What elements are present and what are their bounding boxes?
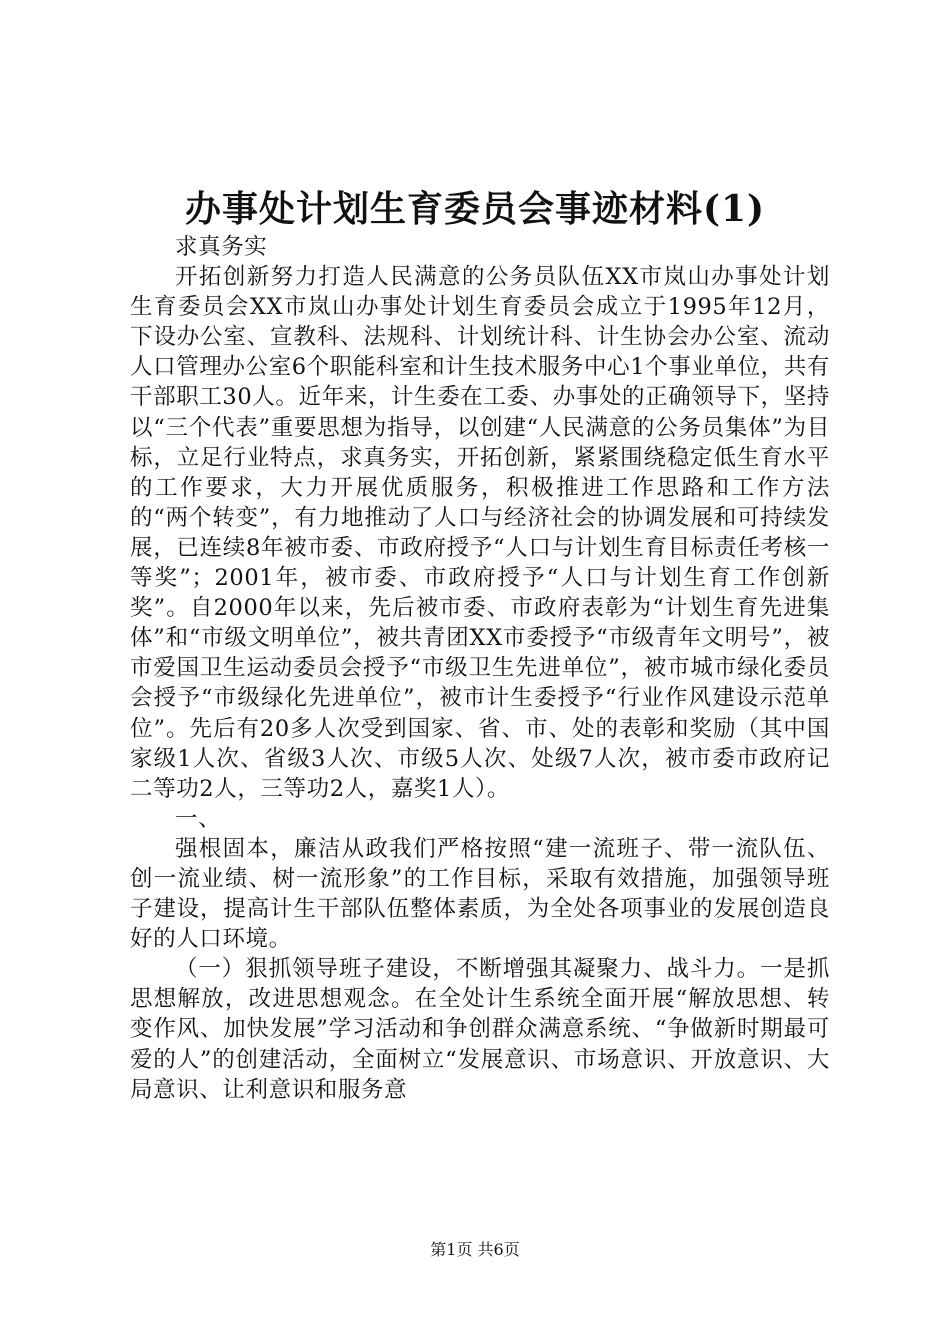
- paragraph-5: （一）狠抓领导班子建设，不断增强其凝聚力、战斗力。一是抓思想解放，改进思想观念。在全处计生系统全面开展“解放思想、转变作风、加快发展”学习活动和争创群众满意系统、“争做新时期最可爱的人”的创建活动，全面树立“发展意识、市场意识、开放意识、大局意识、让利意识和服务意: [130, 956, 830, 1103]
- document-title: 办事处计划生育委员会事迹材料(1): [184, 188, 766, 230]
- paragraph-1: 求真务实: [175, 234, 268, 260]
- paragraph-4: 强根固本，廉洁从政我们严格按照“建一流班子、带一流队伍、创一流业绩、树一流形象”的工作目标，采取有效措施，加强领导班子建设，提高计生干部队伍整体素质，为全处各项事业的发展创造良好的人口环境。: [130, 835, 830, 953]
- paragraph-3: 一、: [175, 805, 222, 832]
- paragraph-2: 开拓创新努力打造人民满意的公务员队伍XX市岚山办事处计划生育委员会XX市岚山办事处计划生育委员会成立于1995年12月，下设办公室、宣教科、法规科、计划统计科、计生协会办公室、流动人口管理办公室6个职能科室和计生技术服务中心1个事业单位，共有干部职工30人。近年来，计生委在工委、办事处的正确领导下，坚持以“三个代表”重要思想为指导，以创建“人民满意的公务员集体”为目标，立足行业特点，求真务实，开拓创新，紧紧围绕稳定低生育水平的工作要求，大力开展优质服务，积极推进工作思路和工作方法的“两个转变”，有力地推动了人口与经济社会的协调发展和可持续发展，已连续8年被市委、市政府授予“人口与计划生育目标责任考核一等奖”；2001年，被市委、市政府授予“人口与计划生育工作创新奖”。自2000年以来，先后被市委、市政府表彰为“计划生育先进集体”和“市级文明单位”，被共青团XX市委授予“市级青年文明号”，被市爱国卫生运动委员会授予“市级卫生先进单位”，被市城市绿化委员会授予“市级绿化先进单位”，被市计生委授予“行业作风建设示范单位”。先后有20多人次受到国家、省、市、处的表彰和奖励（其中国家级1人次、省级3人次、市级5人次、处级7人次，被市委市政府记二等功2人，三等功2人，嘉奖1人）。: [130, 264, 830, 802]
- document-body: [130, 232, 830, 1105]
- page-number-footer: 第1页 共6页: [430, 1240, 520, 1259]
